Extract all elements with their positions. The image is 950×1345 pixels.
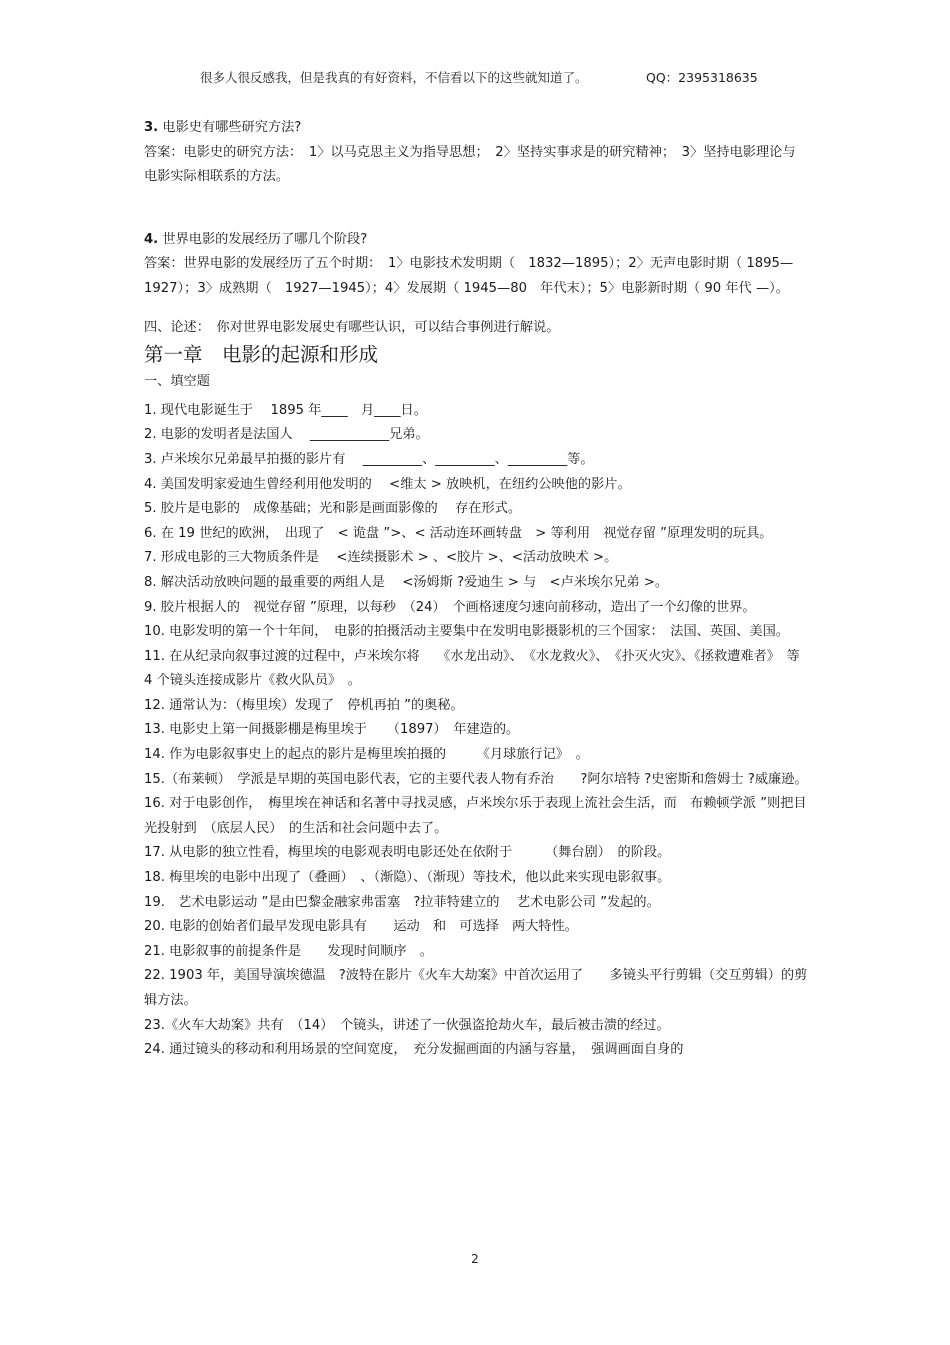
list-item: 8. 解决活动放映问题的最重要的两组人是 <汤姆斯 ?爱迪生 > 与 <卢米埃尔兄弟 >。: [144, 574, 669, 590]
essay-question: 四、论述： 你对世界电影发展史有哪些认识，可以结合事例进行解说。: [144, 319, 560, 335]
list-item: 5. 胶片是电影的 成像基础；光和影是画面影像的 存在形式。: [144, 501, 522, 517]
list-item: 11. 在从纪录向叙事过渡的过程中，卢米埃尔将 《水龙出动》、 《水龙救火》、 《扑灭火灾》、《拯救遭难者》 等 4 个镜头连接成影片《救火队员》 。: [144, 648, 800, 689]
list-item: 23.《火车大劫案》共有 （14） 个镜头，讲述了一伙强盗抢劫火车，最后被击溃的经过。: [144, 1017, 670, 1033]
header-note: 很多人很反感我，但是我真的有好资料，不信看以下的这些就知道了。: [200, 70, 588, 85]
list-item: 21. 电影叙事的前提条件是 发现时间顺序 。: [144, 943, 433, 959]
header-qq: QQ：2395318635: [646, 70, 758, 85]
list-item: 15.（布莱顿） 学派是早期的英国电影代表，它的主要代表人物有乔治 ?阿尔培特 ?史密斯和詹姆士 ?威廉逊。: [144, 771, 808, 787]
list-item: 18. 梅里埃的电影中出现了（叠画） 、（渐隐）、（渐现）等技术，他以此来实现电影叙事。: [144, 870, 671, 886]
list-item: 19. 艺术电影运动 ”是由巴黎金融家弗雷塞 ?拉菲特建立的 艺术电影公司 ”发起的。: [144, 894, 660, 910]
list-item: 14. 作为电影叙事史上的起点的影片是梅里埃拍摄的 《月球旅行记》 。: [144, 747, 589, 763]
fill-in-list: [144, 399, 808, 1063]
list-item: 1. 现代电影诞生于 1895 年____ 月____日。: [144, 402, 427, 418]
question-number: 3.: [144, 120, 159, 135]
page-number: 2: [471, 1252, 479, 1266]
answer-4: 答案：世界电影的发展经历了五个时期： 1〉电影技术发明期（ 1832—1895）；2〉无声电影时期（ 1895—1927）；3〉成熟期（ 1927—1945）；4〉发展期（ 1945—80 年代末）；5〉电影新时期（ 90 年代 —）。: [144, 256, 794, 296]
list-item: 10. 电影发明的第一个十年间， 电影的拍摄活动主要集中在发明电影摄影机的三个国家： 法国、英国、美国。: [144, 624, 789, 640]
list-item: 12. 通常认为：（梅里埃）发现了 停机再拍 ”的奥秘。: [144, 697, 464, 713]
list-item: 6. 在 19 世纪的欧洲， 出现了 < 诡盘 ”>、< 活动连环画转盘 > 等利用 视觉存留 ”原理发明的玩具。: [144, 525, 773, 541]
list-item: 24. 通过镜头的移动和利用场景的空间宽度， 充分发掘画面的内涵与容量， 强调画面自身的: [144, 1042, 684, 1058]
question-number: 4.: [144, 231, 159, 247]
answer-3: 答案：电影史的研究方法： 1〉以马克思主义为指导思想； 2〉坚持实事求是的研究精神； 3〉坚持电影理论与电影实际相联系的方法。: [144, 144, 796, 185]
document-body: [144, 116, 808, 1063]
list-item: 3. 卢米埃尔兄弟最早拍摄的影片有 _________、_________、_________等。: [144, 451, 594, 467]
chapter-title: 第一章 电影的起源和形成: [144, 343, 379, 367]
question-4: [144, 228, 808, 253]
list-item: 9. 胶片根据人的 视觉存留 ”原理，以每秒 （24） 个画格速度匀速向前移动，造出了一个幻像的世界。: [144, 599, 756, 615]
question-3: [144, 116, 808, 141]
section-title: 一、填空题: [144, 374, 210, 390]
question-text: 世界电影的发展经历了哪几个阶段?: [162, 231, 368, 247]
list-item: 4. 美国发明家爱迪生曾经利用他发明的 <维太 > 放映机，在纽约公映他的影片。: [144, 476, 631, 492]
question-text: 电影史有哪些研究方法?: [162, 120, 302, 135]
list-item: 17. 从电影的独立性看，梅里埃的电影观表明电影还处在依附于 （舞台剧） 的阶段。: [144, 845, 671, 861]
list-item: 20. 电影的创始者们最早发现电影具有 运动 和 可选择 两大特性。: [144, 919, 578, 935]
list-item: 7. 形成电影的三大物质条件是 <连续摄影术 > 、<胶片 >、<活动放映术 >。: [144, 550, 618, 566]
list-item: 16. 对于电影创作， 梅里埃在神话和名著中寻找灵感，卢米埃尔乐于表现上流社会生活，而 布赖顿学派 ”则把目光投射到 （底层人民） 的生活和社会问题中去了。: [144, 796, 807, 836]
list-item: 22. 1903 年，美国导演埃德温 ?波特在影片《火车大劫案》中首次运用了 多镜头平行剪辑（交互剪辑）的剪辑方法。: [144, 968, 808, 1008]
list-item: 13. 电影史上第一间摄影棚是梅里埃于 （1897） 年建造的。: [144, 722, 520, 738]
list-item: 2. 电影的发明者是法国人 ____________兄弟。: [144, 427, 429, 443]
